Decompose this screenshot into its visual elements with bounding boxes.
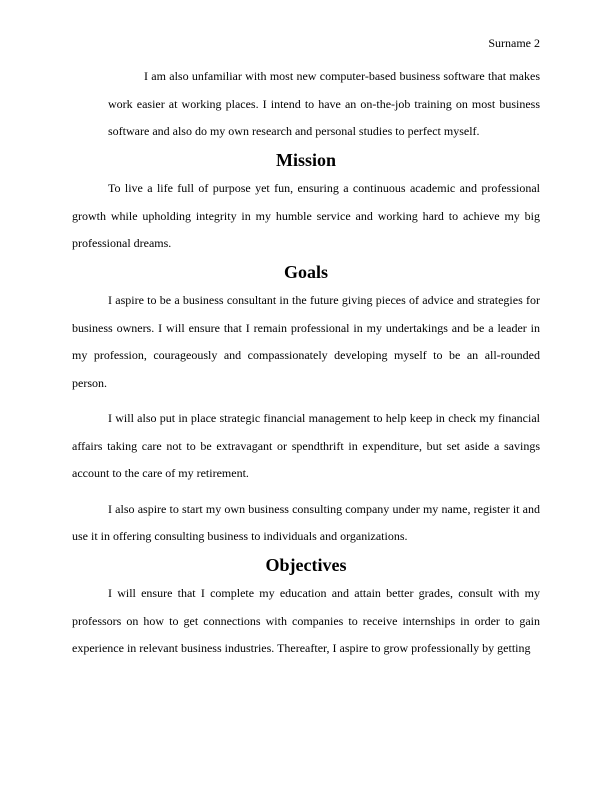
goals-heading: Goals	[283, 261, 328, 282]
mission-heading: Mission	[275, 149, 336, 170]
objectives-heading: Objectives	[265, 554, 347, 575]
mission-paragraph: To live a life full of purpose yet fun, ensuring a continuous academic and professional growth while upholding integrity in my humble service and working hard to achieve my big professional dreams.	[72, 181, 540, 250]
intro-paragraph: I am also unfamiliar with most new computer-based business software that makes work easier at working places. I intend to have an on-the-job training on most business software and also do my own research and personal studies to perfect myself.	[108, 69, 540, 138]
paragraph-gap	[72, 488, 540, 496]
document-body	[72, 63, 540, 663]
goals-paragraph-3: I also aspire to start my own business consulting company under my name, register it and use it in offering consulting business to individuals and organizations.	[72, 501, 540, 543]
objectives-paragraph: I will ensure that I complete my education and attain better grades, consult with my professors on how to get connections with companies to receive internships in order to gain experience in relevant business industries. Thereafter, I aspire to grow professionally by getting	[72, 586, 540, 655]
paragraph-gap	[72, 397, 540, 405]
goals-paragraph-1: I aspire to be a business consultant in the future giving pieces of advice and strategies for business owners. I will ensure that I remain professional in my undertakings and be a leader in my profession, courageously and compassionately developing myself to be an all-rounded person.	[72, 293, 540, 390]
running-head: Surname 2	[488, 36, 540, 50]
goals-paragraph-2: I will also put in place strategic financial management to help keep in check my financial affairs taking care not to be extravagant or spendthrift in expenditure, but set aside a savings account to the care of my retirement.	[72, 411, 540, 480]
